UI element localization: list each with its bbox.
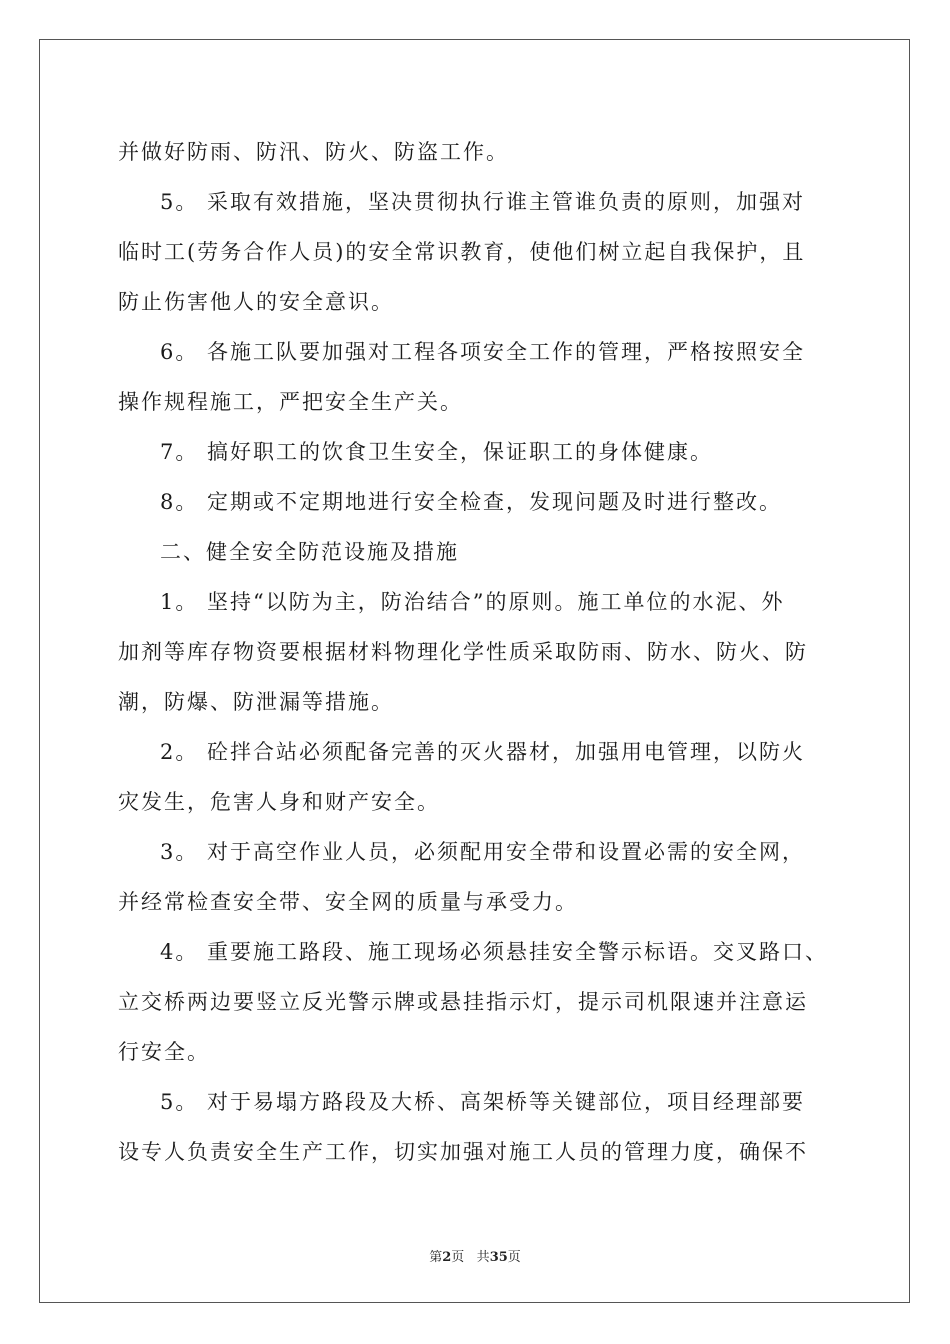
text-line: 2。 砼拌合站必须配备完善的灭火器材，加强用电管理，以防火 (160, 740, 806, 764)
text-line: 并经常检查安全带、安全网的质量与承受力。 (118, 890, 578, 914)
text-line: 临时工(劳务合作人员)的安全常识教育，使他们树立起自我保护，且 (118, 240, 806, 264)
text-line: 行安全。 (118, 1040, 210, 1064)
text-line: 5。 采取有效措施，坚决贯彻执行谁主管谁负责的原则，加强对 (160, 190, 806, 214)
text-line: 8。 定期或不定期地进行安全检查，发现问题及时进行整改。 (160, 490, 783, 514)
text-line: 3。 对于高空作业人员，必须配用安全带和设置必需的安全网， (160, 840, 806, 864)
text-line: 并做好防雨、防汛、防火、防盗工作。 (118, 140, 509, 164)
text-line: 4。 重要施工路段、施工现场必须悬挂安全警示标语。交叉路口、 (160, 940, 829, 964)
text-line: 1。 坚持“以防为主，防治结合”的原则。施工单位的水泥、外 (160, 590, 785, 614)
page-footer (0, 1246, 950, 1265)
text-line: 灾发生，危害人身和财产安全。 (118, 790, 440, 814)
text-line: 二、健全安全防范设施及措施 (160, 540, 459, 564)
page-unit: 页 (451, 1250, 465, 1265)
total-unit: 页 (507, 1250, 521, 1265)
document-body (118, 127, 838, 1177)
current-page-number: 2 (442, 1250, 452, 1265)
text-line: 加剂等库存物资要根据材料物理化学性质采取防雨、防水、防火、防 (118, 640, 808, 664)
text-line: 潮，防爆、防泄漏等措施。 (118, 690, 394, 714)
text-line: 立交桥两边要竖立反光警示牌或悬挂指示灯，提示司机限速并注意运 (118, 990, 808, 1014)
total-prefix: 共 (476, 1250, 490, 1265)
total-page-number: 35 (489, 1250, 508, 1265)
text-line: 6。 各施工队要加强对工程各项安全工作的管理，严格按照安全 (160, 340, 806, 364)
text-line: 操作规程施工，严把安全生产关。 (118, 390, 463, 414)
text-line: 防止伤害他人的安全意识。 (118, 290, 394, 314)
text-line: 7。 搞好职工的饮食卫生安全，保证职工的身体健康。 (160, 440, 714, 464)
text-line: 设专人负责安全生产工作，切实加强对施工人员的管理力度，确保不 (118, 1140, 808, 1164)
text-line: 5。 对于易塌方路段及大桥、高架桥等关键部位，项目经理部要 (160, 1090, 806, 1114)
page-prefix: 第 (429, 1250, 443, 1265)
